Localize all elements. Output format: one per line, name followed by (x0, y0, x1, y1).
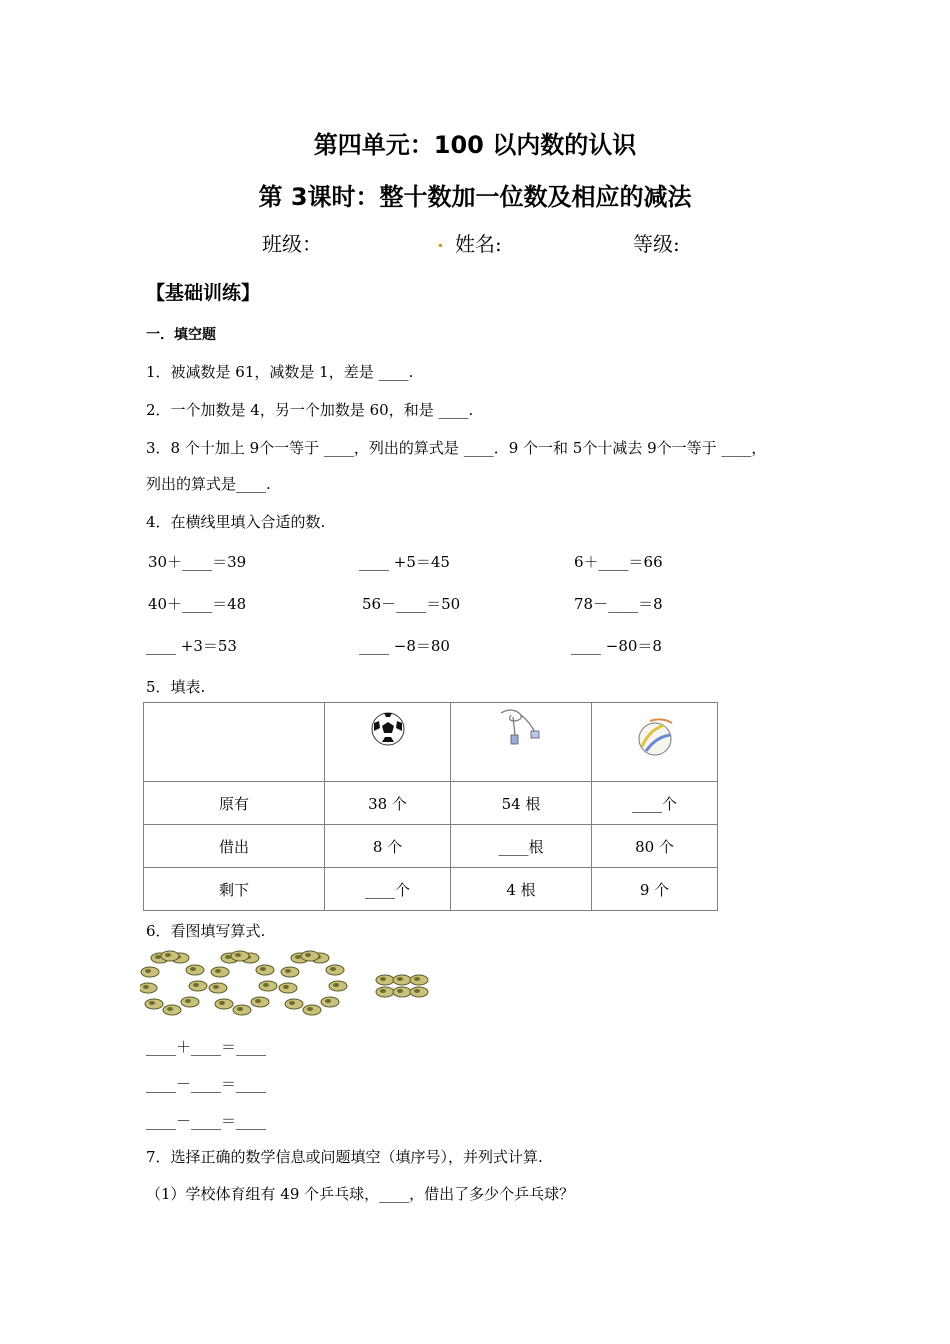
fill-table (143, 702, 718, 911)
jump-rope-icon (491, 705, 551, 747)
row-label: 原有 (144, 782, 325, 825)
row-label: 剩下 (144, 868, 325, 911)
question-2: 2．一个加数是 4，另一个加数是 60，和是 ____. (146, 401, 474, 419)
table-cell: ____根 (451, 825, 592, 868)
q4-item: 56－____＝50 (362, 595, 461, 613)
name-label: 姓名: (455, 232, 502, 256)
soccer-ball-icon (368, 709, 408, 749)
q4-item: ____ +5＝45 (359, 553, 450, 571)
question-4: 4．在横线里填入合适的数. (146, 513, 326, 531)
question-7: 7．选择正确的数学信息或问题填空（填序号），并列式计算. (146, 1148, 543, 1166)
question-5: 5．填表. (146, 678, 206, 696)
question-1: 1．被减数是 61，减数是 1，差是 ____. (146, 363, 414, 381)
beach-ball-icon (632, 713, 678, 759)
q6-equation: ____－____＝____ (146, 1075, 267, 1093)
section-title: 【基础训练】 (146, 282, 261, 304)
question-6: 6．看图填写算式. (146, 922, 266, 940)
question-3-line-2: 列出的算式是____. (146, 475, 271, 493)
table-cell: 9 个 (592, 868, 718, 911)
q4-item: 30＋____＝39 (148, 553, 247, 571)
q4-item: ____ −8＝80 (359, 637, 450, 655)
separator-dot: . (437, 228, 444, 252)
soccer-ball-cell (325, 703, 451, 782)
table-cell: 4 根 (451, 868, 592, 911)
table-cell: 38 个 (325, 782, 451, 825)
page-title: 第四单元：100 以内数的认识 (313, 131, 637, 159)
table-cell: ____个 (325, 868, 451, 911)
table-corner-cell (144, 703, 325, 782)
q6-equation: ____＋____＝____ (146, 1038, 267, 1056)
ring-of-ten (209, 951, 277, 1015)
question-3-line-1: 3．8 个十加上 9个一等于 ____，列出的算式是 ____．9 个一和 5个十减去 9个一等于 ____， (146, 439, 767, 457)
q6-equation: ____－____＝____ (146, 1112, 267, 1130)
q4-item: 40＋____＝48 (148, 595, 247, 613)
table-cell: ____个 (592, 782, 718, 825)
q4-item: 6＋____＝66 (574, 553, 663, 571)
loose-items (376, 975, 428, 997)
jump-rope-cell (451, 703, 592, 782)
grade-label: 等级: (633, 232, 680, 256)
ring-of-ten (140, 951, 207, 1015)
q4-item: ____ −80＝8 (571, 637, 662, 655)
table-cell: 54 根 (451, 782, 592, 825)
class-label: 班级： (262, 232, 322, 256)
table-cell: 8 个 (325, 825, 451, 868)
question-7-part-1: （1）学校体育组有 49 个乒乓球，____，借出了多少个乒乓球？ (146, 1185, 575, 1203)
q4-item: ____ +3＝53 (146, 637, 237, 655)
row-label: 借出 (144, 825, 325, 868)
ring-of-ten (279, 951, 347, 1015)
beach-ball-cell (592, 703, 718, 782)
q4-item: 78－____＝8 (574, 595, 663, 613)
lesson-title: 第 3课时：整十数加一位数及相应的减法 (258, 183, 692, 211)
table-cell: 80 个 (592, 825, 718, 868)
counting-figure (140, 948, 440, 1023)
subsection-title: 一．填空题 (146, 327, 216, 343)
